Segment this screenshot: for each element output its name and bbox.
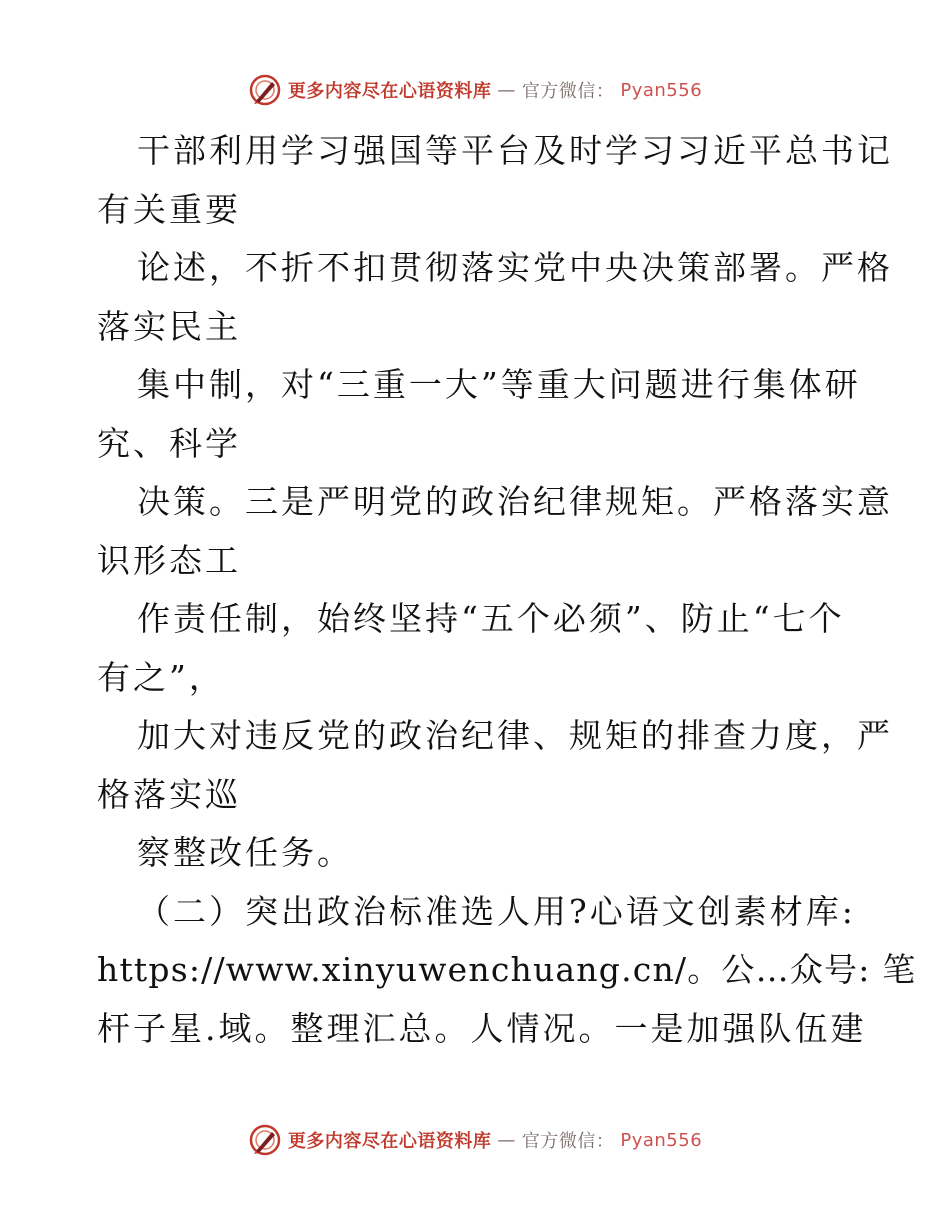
watermark-separator: — xyxy=(497,1129,516,1151)
body-line: 论述，不折不扣贯彻落实党中央决策部署。严格 xyxy=(137,248,893,287)
body-line: 落实民主 xyxy=(97,306,241,346)
body-line: 杆子星.域。整理汇总。人情况。一是加强队伍建 xyxy=(97,1008,867,1048)
watermark-wechat-label: 官方微信： xyxy=(521,81,615,102)
watermark-brand-text: 更多内容尽在心语资料库 xyxy=(287,1131,492,1152)
body-line: 识形态工 xyxy=(97,540,241,580)
watermark-separator: — xyxy=(497,79,516,101)
body-line: 有关重要 xyxy=(97,189,241,229)
watermark-wechat-id: Pyan556 xyxy=(620,1129,703,1151)
body-line: 加大对违反党的政治纪律、规矩的排查力度，严 xyxy=(137,716,893,755)
watermark-brand-text: 更多内容尽在心语资料库 xyxy=(287,81,492,102)
body-line: 察整改任务。 xyxy=(137,833,353,872)
body-line: 决策。三是严明党的政治纪律规矩。严格落实意 xyxy=(137,482,893,521)
footer-watermark xyxy=(0,1120,950,1160)
body-line: 格落实巡 xyxy=(97,774,241,814)
watermark-wechat-id: Pyan556 xyxy=(620,79,703,101)
body-line: （二）突出政治标准选人用?心语文创素材库: xyxy=(137,891,856,931)
watermark-wechat-label: 官方微信： xyxy=(521,1131,615,1152)
body-line: 作责任制，始终坚持“五个必须”、防止“七个 xyxy=(137,599,845,638)
body-line: 干部利用学习强国等平台及时学习习近平总书记 xyxy=(137,131,893,170)
body-line: 究、科学 xyxy=(97,423,241,463)
body-line: 集中制，对“三重一大”等重大问题进行集体研 xyxy=(137,365,861,404)
pen-circle-logo-icon xyxy=(248,1123,282,1157)
body-line: https://www.xinyuwenchuang.cn/。公…众号: 笔 xyxy=(97,950,917,989)
document-body xyxy=(97,122,917,1058)
header-watermark xyxy=(0,70,950,110)
pen-circle-logo-icon xyxy=(248,73,282,107)
body-line: 有之”， xyxy=(97,657,225,697)
